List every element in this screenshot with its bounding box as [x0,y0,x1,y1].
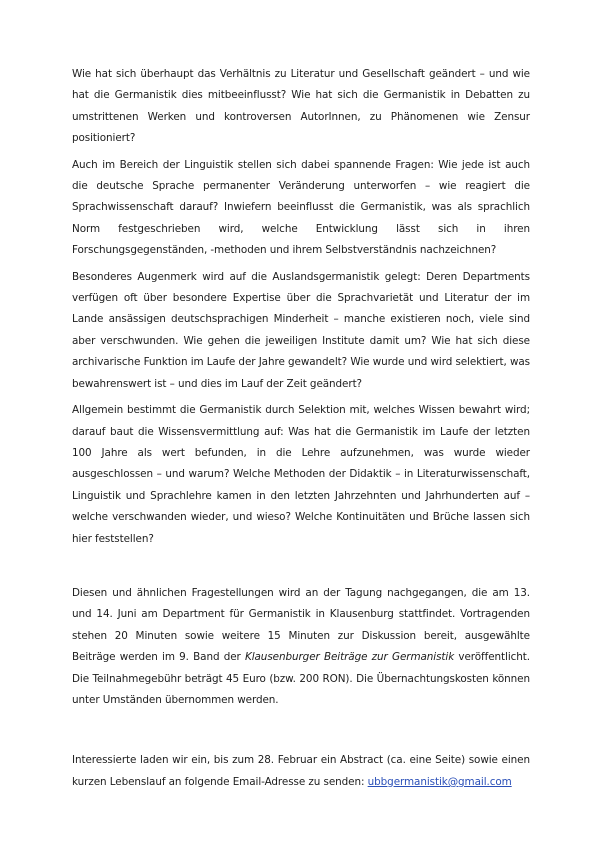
email-link[interactable]: ubbgermanistik@gmail.com [367,775,512,788]
paragraph-auslandsgermanistik: Besonderes Augenmerk wird auf die Auslandsgermanistik gelegt: Deren Departments verfügen oft über besondere Expertise über die Sprachvarietät und Literatur der im Lande ansässigen deutschsprachigen Minderheit – manche existieren noch, viele sind aber verschwunden. Wie gehen die jeweiligen Institute damit um? Wie hat sich diese archivarische Funktion im Laufe der Jahre gewandelt? Wie wurde und wird selektiert, was bewahrenswert ist – und dies im Lauf der Zeit geändert? [72,270,530,390]
series-title: Klausenburger Beiträge zur Germanistik [244,651,455,664]
conference-text-end: veröffentlicht. Die Teilnahmegebühr beträgt 45 Euro (bzw. 200 RON). Die Übernachtungskosten können unter Umständen übernommen werden. [72,651,530,706]
invitation-text: Interessierte laden wir ein, bis zum 28. Februar ein Abstract (ca. eine Seite) sowie einen kurzen Lebenslauf an folgende Email-Adresse zu senden: [72,754,530,788]
paragraph-selection-didactics: Allgemein bestimmt die Germanistik durch Selektion mit, welches Wissen bewahrt wird; darauf baut die Wissensvermittlung auf: Was hat die Germanistik im Laufe der letzten 100 Jahre als wert befunden, in die Lehre aufzunehmen, was wurde wieder ausgeschlossen – und warum? Welche Methoden der Didaktik – in Literaturwissenschaft, Linguistik und Sprachlehre kamen in den letzten Jahrzehnten und Jahrhunderten auf – welche verschwanden wieder, und wieso? Welche Kontinuitäten und Brüche lassen sich hier feststellen? [72,404,530,545]
paragraph-conference-details [72,583,530,711]
document-page [72,64,530,798]
paragraph-linguistics: Auch im Bereich der Linguistik stellen sich dabei spannende Fragen: Wie jede ist auch die deutsche Sprache permanenter Veränderung unterworfen – wie reagiert die Sprachwissenschaft darauf? Inwiefern beeinflusst die Germanistik, was als sprachlich Norm festgeschrieben wird, welche Entwicklung lässt sich in ihren Forschungsgegenständen, -methoden und ihrem Selbstverständnis nachzeichnen? [72,158,530,257]
paragraph-spacer [72,555,530,583]
paragraph-literature-society: Wie hat sich überhaupt das Verhältnis zu Literatur und Gesellschaft geändert – und wie hat die Germanistik dies mitbeeinflusst? Wie hat sich die Germanistik in Debatten zu umstrittenen Werken und kontroversen AutorInnen, zu Phänomenen wie Zensur positioniert? [72,68,530,145]
paragraph-spacer [72,716,530,750]
paragraph-invitation [72,750,530,793]
conference-text-start: Diesen und ähnlichen Fragestellungen wird an der Tagung nachgegangen, die am 13. und 14. Juni am Department für Germanistik in Klausenburg stattfindet. Vortragenden stehen 20 Minuten sowie weitere 15 Minuten zur Diskussion bereit, ausgewählte Beiträge werden im 9. Band der [72,586,530,664]
